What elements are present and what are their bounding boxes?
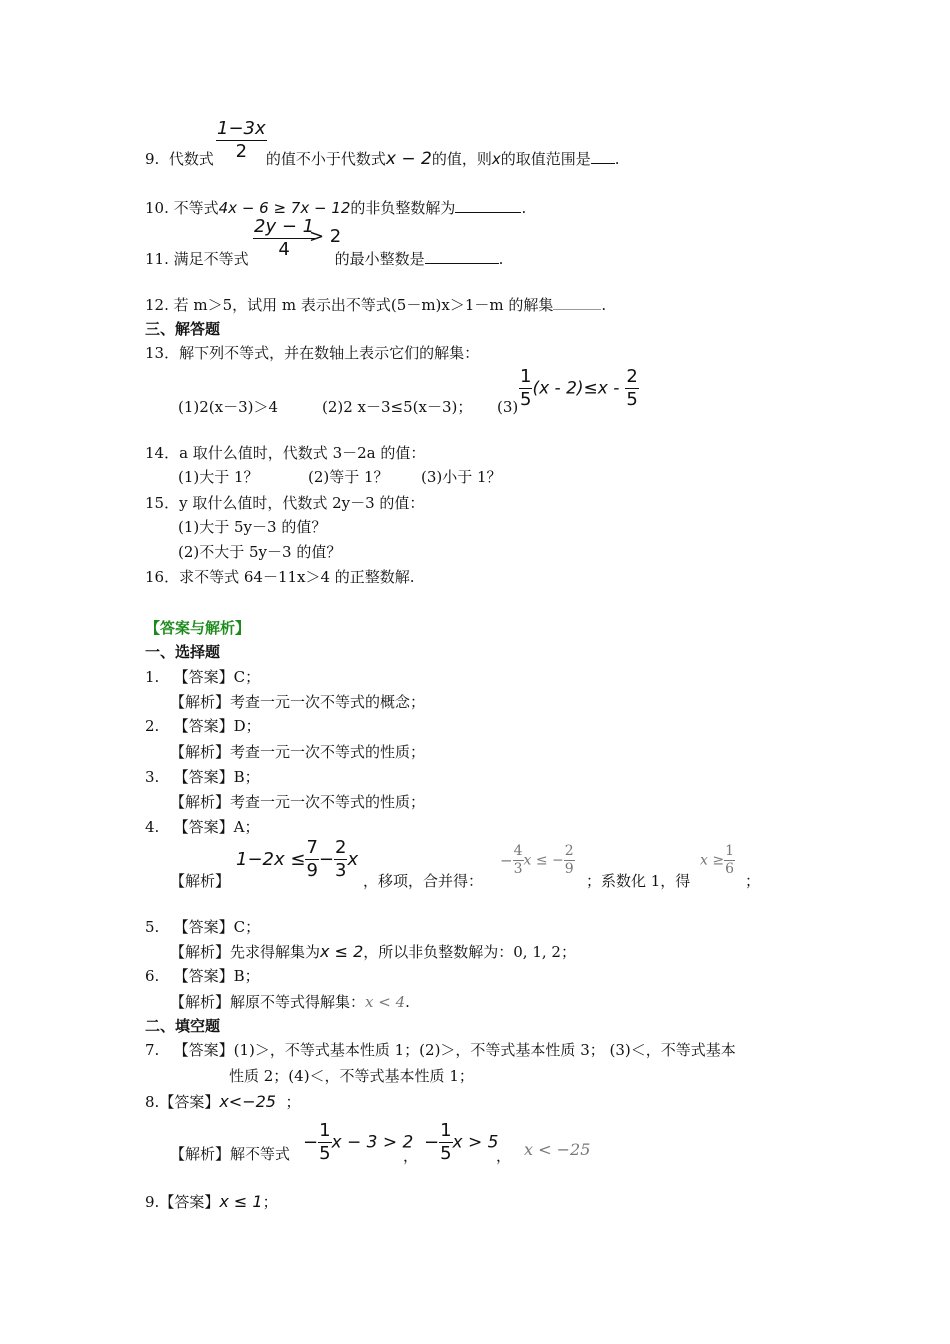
a4-f1-num: 7 bbox=[306, 837, 318, 858]
q13-part3-expr bbox=[519, 366, 639, 411]
a8-f1-num: 1 bbox=[319, 1120, 331, 1141]
a9-answer: 【答案】 bbox=[159, 1193, 220, 1211]
q14-part2: (2)等于 1？ bbox=[308, 468, 389, 486]
a1-num: 1. bbox=[145, 668, 160, 686]
a8-comma1: ， bbox=[403, 1147, 419, 1165]
a6-exp-a: 【解析】解原不等式得解集： bbox=[170, 993, 366, 1011]
question-9 bbox=[145, 149, 620, 169]
answers-sec2: 二、填空题 bbox=[145, 1017, 221, 1035]
q12-blank[interactable] bbox=[553, 295, 601, 310]
q13-f1-num: 1 bbox=[520, 366, 532, 387]
a8-explain-label: 【解析】解不等式 bbox=[170, 1145, 291, 1163]
a9-num: 9. bbox=[145, 1193, 160, 1211]
q16-title: 16．求不等式 64－11x＞4 的正整数解. bbox=[145, 568, 415, 586]
answers-heading: 【答案与解析】 bbox=[145, 619, 251, 637]
a9-expr: x ≤ 1 bbox=[219, 1192, 263, 1211]
a8-r1: x − 3 > 2 bbox=[331, 1132, 414, 1153]
q11-frac-num: 2y − 1 bbox=[254, 216, 315, 237]
a4-expr3 bbox=[700, 843, 735, 878]
a3-answer: 【答案】B； bbox=[173, 768, 260, 786]
q13-title: 13．解下列不等式，并在数轴上表示它们的解集： bbox=[145, 344, 480, 362]
a4-f2-den: 3 bbox=[335, 860, 347, 881]
answer-3 bbox=[145, 767, 260, 787]
a4-e1: 1−2x ≤ bbox=[236, 849, 306, 870]
a8-neg: − bbox=[303, 1132, 319, 1153]
question-11 bbox=[145, 249, 503, 269]
a4-text1: ，移项，合并得： bbox=[363, 872, 484, 890]
a4-neg: − bbox=[500, 851, 513, 870]
q9-text-b: 的值不小于代数式 bbox=[265, 150, 386, 168]
q10-text-b: 的非负整数解为 bbox=[350, 199, 456, 217]
q13-f2-num: 2 bbox=[626, 366, 638, 387]
a4-expr1 bbox=[236, 837, 358, 882]
a6-explain bbox=[170, 992, 410, 1012]
a8-comma2: ， bbox=[496, 1147, 512, 1165]
a4-text3: ； bbox=[745, 872, 761, 890]
a4-g2-den: 9 bbox=[564, 861, 574, 877]
a5-num: 5. bbox=[145, 918, 160, 936]
a4-minus: − bbox=[318, 849, 334, 870]
a4-g1-num: 4 bbox=[513, 843, 523, 859]
q9-end: . bbox=[614, 150, 620, 168]
a4-explain-label: 【解析】 bbox=[170, 872, 231, 890]
a4-g1-den: 3 bbox=[513, 861, 523, 877]
a8-expr2 bbox=[424, 1120, 498, 1165]
q11-gt: > 2 bbox=[309, 226, 342, 247]
a6-expr: x < 4 bbox=[365, 993, 406, 1011]
a8-f2-num: 1 bbox=[440, 1120, 452, 1141]
a9-semi: ； bbox=[262, 1193, 278, 1211]
a5-exp-b: ，所以非负整数解为：0, 1, 2； bbox=[363, 943, 576, 961]
q11-text-b: 的最小整数是 bbox=[334, 250, 425, 268]
answer-2 bbox=[145, 716, 261, 736]
answer-4 bbox=[145, 817, 259, 837]
q15-part2: (2)不大于 5y－3 的值？ bbox=[178, 543, 342, 561]
a8-r2: x > 5 bbox=[452, 1132, 499, 1153]
q14-part1: (1)大于 1？ bbox=[178, 468, 259, 486]
a6-end: . bbox=[405, 993, 410, 1011]
a2-num: 2. bbox=[145, 717, 160, 735]
q9-blank[interactable] bbox=[591, 149, 615, 164]
a4-x: x bbox=[347, 849, 359, 870]
q13-part2: (2)2 x－3≤5(x－3)； bbox=[322, 398, 473, 416]
q9-text-c: 的值，则 bbox=[431, 150, 492, 168]
answer-9 bbox=[145, 1192, 278, 1212]
q12-end: . bbox=[601, 296, 607, 314]
q10-end: . bbox=[521, 199, 527, 217]
answer-8 bbox=[145, 1092, 301, 1112]
a3-num: 3. bbox=[145, 768, 160, 786]
q11-frac-den: 4 bbox=[278, 239, 290, 260]
a4-text2: ；系数化 1，得 bbox=[586, 872, 691, 890]
a2-answer: 【答案】D； bbox=[173, 717, 261, 735]
q9-frac-den: 2 bbox=[235, 141, 248, 162]
a4-answer: 【答案】A； bbox=[173, 818, 260, 836]
a4-g3-den: 6 bbox=[725, 861, 734, 877]
q13-part1: (1)2(x－3)＞4 bbox=[178, 398, 279, 416]
answer-5 bbox=[145, 917, 260, 937]
question-10 bbox=[145, 198, 526, 218]
q9-frac-num: 1−3x bbox=[217, 118, 266, 139]
q9-text-d: 的取值范围是 bbox=[500, 150, 591, 168]
a8-f2-den: 5 bbox=[440, 1143, 452, 1164]
a4-f2-num: 2 bbox=[335, 837, 347, 858]
answer-6 bbox=[145, 966, 260, 986]
q13-part3-label: (3) bbox=[497, 398, 519, 416]
a4-g3-num: 1 bbox=[725, 843, 734, 859]
q14-part3: (3)小于 1？ bbox=[421, 468, 502, 486]
q13-f1-den: 5 bbox=[520, 389, 532, 410]
a8-semi: ； bbox=[285, 1093, 301, 1111]
a8-result: x < −25 bbox=[524, 1140, 591, 1159]
q14-title: 14．a 取什么值时，代数式 3－2a 的值： bbox=[145, 444, 426, 462]
answer-1 bbox=[145, 667, 260, 687]
q11-end: . bbox=[498, 250, 504, 268]
q11-blank[interactable] bbox=[425, 249, 499, 264]
a4-gx: x ≤ − bbox=[523, 852, 564, 869]
q12-text: 12. 若 m＞5，试用 m 表示出不等式(5－m)x＞1－m 的解集 bbox=[145, 296, 554, 314]
a4-expr2 bbox=[500, 843, 575, 878]
a1-answer: 【答案】C； bbox=[173, 668, 261, 686]
q11-text-a: 11. 满足不等式 bbox=[145, 250, 249, 268]
a8-expr: x<−25 bbox=[219, 1092, 276, 1111]
a8-expr1 bbox=[303, 1120, 413, 1165]
a8-answer: 【答案】 bbox=[159, 1093, 220, 1111]
a6-answer: 【答案】B； bbox=[173, 967, 260, 985]
a5-expr: x ≤ 2 bbox=[320, 942, 364, 961]
a2-explain: 【解析】考查一元一次不等式的性质； bbox=[170, 743, 426, 761]
a5-exp-a: 【解析】先求得解集为 bbox=[170, 943, 321, 961]
a8-f1-den: 5 bbox=[319, 1143, 331, 1164]
q10-expr: 4x − 6 ≥ 7x − 12 bbox=[218, 199, 351, 217]
answers-sec1: 一、选择题 bbox=[145, 643, 221, 661]
q9-text-a: 代数式 bbox=[168, 150, 214, 168]
q15-part1: (1)大于 5y－3 的值？ bbox=[178, 518, 327, 536]
solve-heading: 三、解答题 bbox=[145, 320, 221, 338]
q9-number: 9. bbox=[145, 150, 160, 168]
a3-explain: 【解析】考查一元一次不等式的性质； bbox=[170, 793, 426, 811]
a7-num: 7. bbox=[145, 1041, 160, 1059]
a7-line1: 【答案】(1)＞，不等式基本性质 1；(2)＞，不等式基本性质 3； (3)＜，不等式基本 bbox=[173, 1041, 736, 1059]
q9-expr: x − 2 bbox=[385, 149, 432, 169]
a4-g2-num: 2 bbox=[564, 843, 574, 859]
a8-num: 8. bbox=[145, 1093, 160, 1111]
a5-explain bbox=[170, 942, 576, 962]
q10-blank[interactable] bbox=[455, 198, 521, 213]
a1-explain: 【解析】考查一元一次不等式的概念； bbox=[170, 693, 426, 711]
a5-answer: 【答案】C； bbox=[173, 918, 261, 936]
q13-mid: (x - 2)≤x - bbox=[532, 378, 620, 399]
q13-f2-den: 5 bbox=[626, 389, 638, 410]
a8-neg2: − bbox=[424, 1132, 440, 1153]
a4-gx2: x ≥ bbox=[700, 852, 725, 869]
q9-var: x bbox=[491, 150, 501, 168]
q15-title: 15．y 取什么值时，代数式 2y－3 的值： bbox=[145, 494, 425, 512]
answer-7 bbox=[145, 1040, 736, 1060]
question-12 bbox=[145, 295, 606, 315]
a4-num: 4. bbox=[145, 818, 160, 836]
q10-text-a: 10. 不等式 bbox=[145, 199, 219, 217]
a4-f1-den: 9 bbox=[306, 860, 318, 881]
a6-num: 6. bbox=[145, 967, 160, 985]
a7-line2: 性质 2；(4)＜，不等式基本性质 1； bbox=[229, 1067, 474, 1085]
